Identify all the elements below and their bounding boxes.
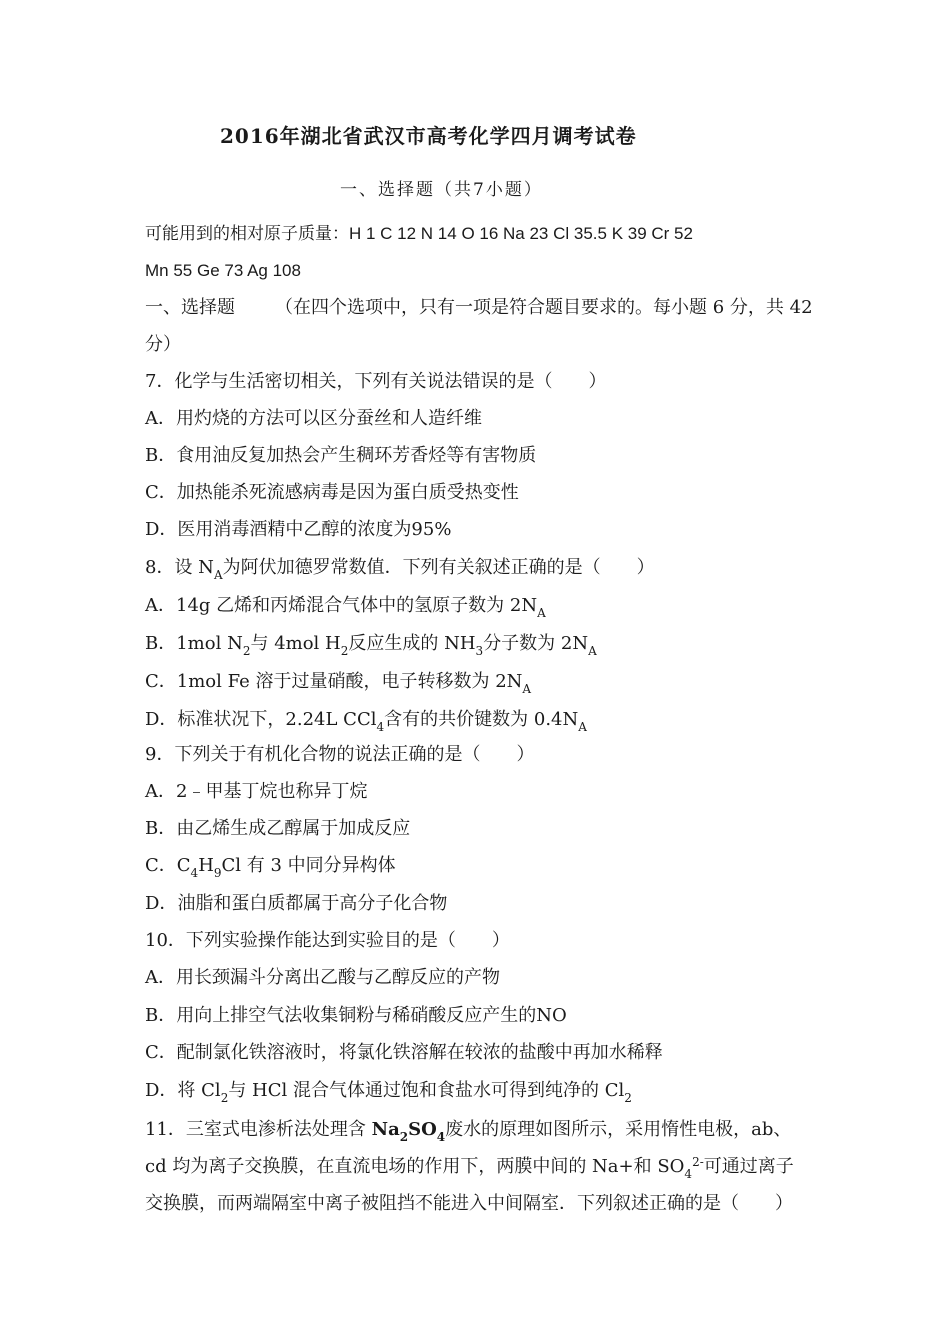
q8-b-text: 与 4mol H <box>250 633 341 654</box>
q8-b-text: 反应生成的 NH <box>348 633 476 654</box>
question-10-stem: 10．下列实验操作能达到实验目的是（ ） <box>145 930 510 951</box>
q8-b-text: 分子数为 2N <box>483 633 589 654</box>
q9-c-subscript: 4 <box>190 866 199 880</box>
question-8-option-c <box>145 670 810 694</box>
question-11-stem-line-1 <box>145 1118 810 1142</box>
q8-b-subscript: 2 <box>242 644 251 658</box>
q8-b-text: B．1mol N <box>145 633 243 654</box>
q11-text: 11．三室式电渗析法处理含 <box>145 1119 372 1140</box>
q8-b-subscript: A <box>588 644 597 658</box>
question-8-option-d <box>145 708 810 732</box>
question-8-number: 8． <box>145 557 175 578</box>
question-7-option-a: A．用灼烧的方法可以区分蚕丝和人造纤维 <box>145 408 482 429</box>
q8-d-subscript: 4 <box>376 720 385 734</box>
q11-formula-subscript: 4 <box>436 1130 446 1144</box>
q11-subscript: 4 <box>684 1167 693 1181</box>
section-instruction-cont: 分） <box>145 334 181 355</box>
page-subtitle: 一、选择题（共7小题） <box>340 180 543 200</box>
q8-d-subscript: A <box>578 720 587 734</box>
section-label: 一、选择题 <box>145 297 235 318</box>
q8-d-text: D．标准状况下，2.24L CCl <box>145 709 377 730</box>
question-8-option-a <box>145 594 810 618</box>
page-title: 2016年湖北省武汉市高考化学四月调考试卷 <box>220 124 637 148</box>
question-9-option-a: A．2﹣甲基丁烷也称异丁烷 <box>145 781 368 802</box>
q8-subscript: A <box>213 568 223 582</box>
q10-d-text: D．将 Cl <box>145 1080 221 1101</box>
question-7-option-d: D．医用消毒酒精中乙醇的浓度为95% <box>145 519 452 540</box>
q11-superscript: 2- <box>692 1155 704 1169</box>
q11-formula-subscript: 2 <box>399 1130 409 1144</box>
section-instruction-text: （在四个选项中，只有一项是符合题目要求的。每小题 6 分，共 42 <box>275 297 813 318</box>
question-10-option-b: B．用向上排空气法收集铜粉与稀硝酸反应产生的NO <box>145 1005 567 1026</box>
question-9-stem: 9．下列关于有机化合物的说法正确的是（ ） <box>145 744 535 765</box>
q8-stem-part: 设 N <box>174 557 214 578</box>
atomic-masses-line-2: Mn 55 Ge 73 Ag 108 <box>145 261 301 280</box>
q10-d-subscript: 2 <box>624 1091 632 1105</box>
atomic-masses-line-1: 可能用到的相对原子质量：H 1 C 12 N 14 O 16 Na 23 Cl 35.5 K 39 Cr 52 <box>145 224 693 243</box>
question-9-option-b: B．由乙烯生成乙醇属于加成反应 <box>145 818 411 839</box>
q8-c-text: C．1mol Fe 溶于过量硝酸，电子转移数为 2N <box>145 671 523 692</box>
question-10-option-c: C．配制氯化铁溶液时，将氯化铁溶解在较浓的盐酸中再加水稀释 <box>145 1042 663 1063</box>
q11-formula: Na <box>371 1119 400 1140</box>
q9-c-text: H <box>198 855 214 876</box>
q8-a-subscript: A <box>537 606 546 620</box>
q10-d-subscript: 2 <box>220 1091 229 1105</box>
q8-b-subscript: 2 <box>340 644 349 658</box>
question-9-option-c <box>145 854 810 878</box>
question-8-option-b <box>145 632 810 656</box>
q11-text: 废水的原理如图所示，采用惰性电极，ab、 <box>445 1119 792 1140</box>
q8-a-text: A．14g 乙烯和丙烯混合气体中的氢原子数为 2N <box>145 595 538 616</box>
question-9-option-d: D．油脂和蛋白质都属于高分子化合物 <box>145 893 448 914</box>
q9-c-subscript: 9 <box>213 866 222 880</box>
section-instruction <box>145 296 813 320</box>
q8-c-subscript: A <box>522 682 532 696</box>
q11-formula: SO <box>408 1119 437 1140</box>
q8-d-text: 含有的共价键数为 0.4N <box>384 709 579 730</box>
question-11-stem-line-3: 交换膜，而两端隔室中离子被阻挡不能进入中间隔室．下列叙述正确的是（ ） <box>145 1193 793 1214</box>
q9-c-text: Cl 有 3 中同分异构体 <box>221 855 396 876</box>
question-11-stem-line-2 <box>145 1155 810 1179</box>
question-7-option-c: C．加热能杀死流感病毒是因为蛋白质受热变性 <box>145 482 519 503</box>
question-10-option-d <box>145 1079 810 1103</box>
q11-text: 可通过离子 <box>703 1156 794 1177</box>
question-8-stem <box>145 556 810 580</box>
q10-d-text: 与 HCl 混合气体通过饱和食盐水可得到纯净的 Cl <box>228 1080 625 1101</box>
q11-text: cd 均为离子交换膜，在直流电场的作用下，两膜中间的 Na+和 SO <box>145 1156 685 1177</box>
q8-stem-part: 为阿伏加德罗常数值．下列有关叙述正确的是（ ） <box>222 557 655 578</box>
question-7-option-b: B．食用油反复加热会产生稠环芳香烃等有害物质 <box>145 445 537 466</box>
q9-c-text: C．C <box>145 855 191 876</box>
question-10-option-a: A．用长颈漏斗分离出乙酸与乙醇反应的产物 <box>145 967 500 988</box>
question-7-stem: 7．化学与生活密切相关，下列有关说法错误的是（ ） <box>145 371 607 392</box>
q8-b-subscript: 3 <box>475 644 484 658</box>
